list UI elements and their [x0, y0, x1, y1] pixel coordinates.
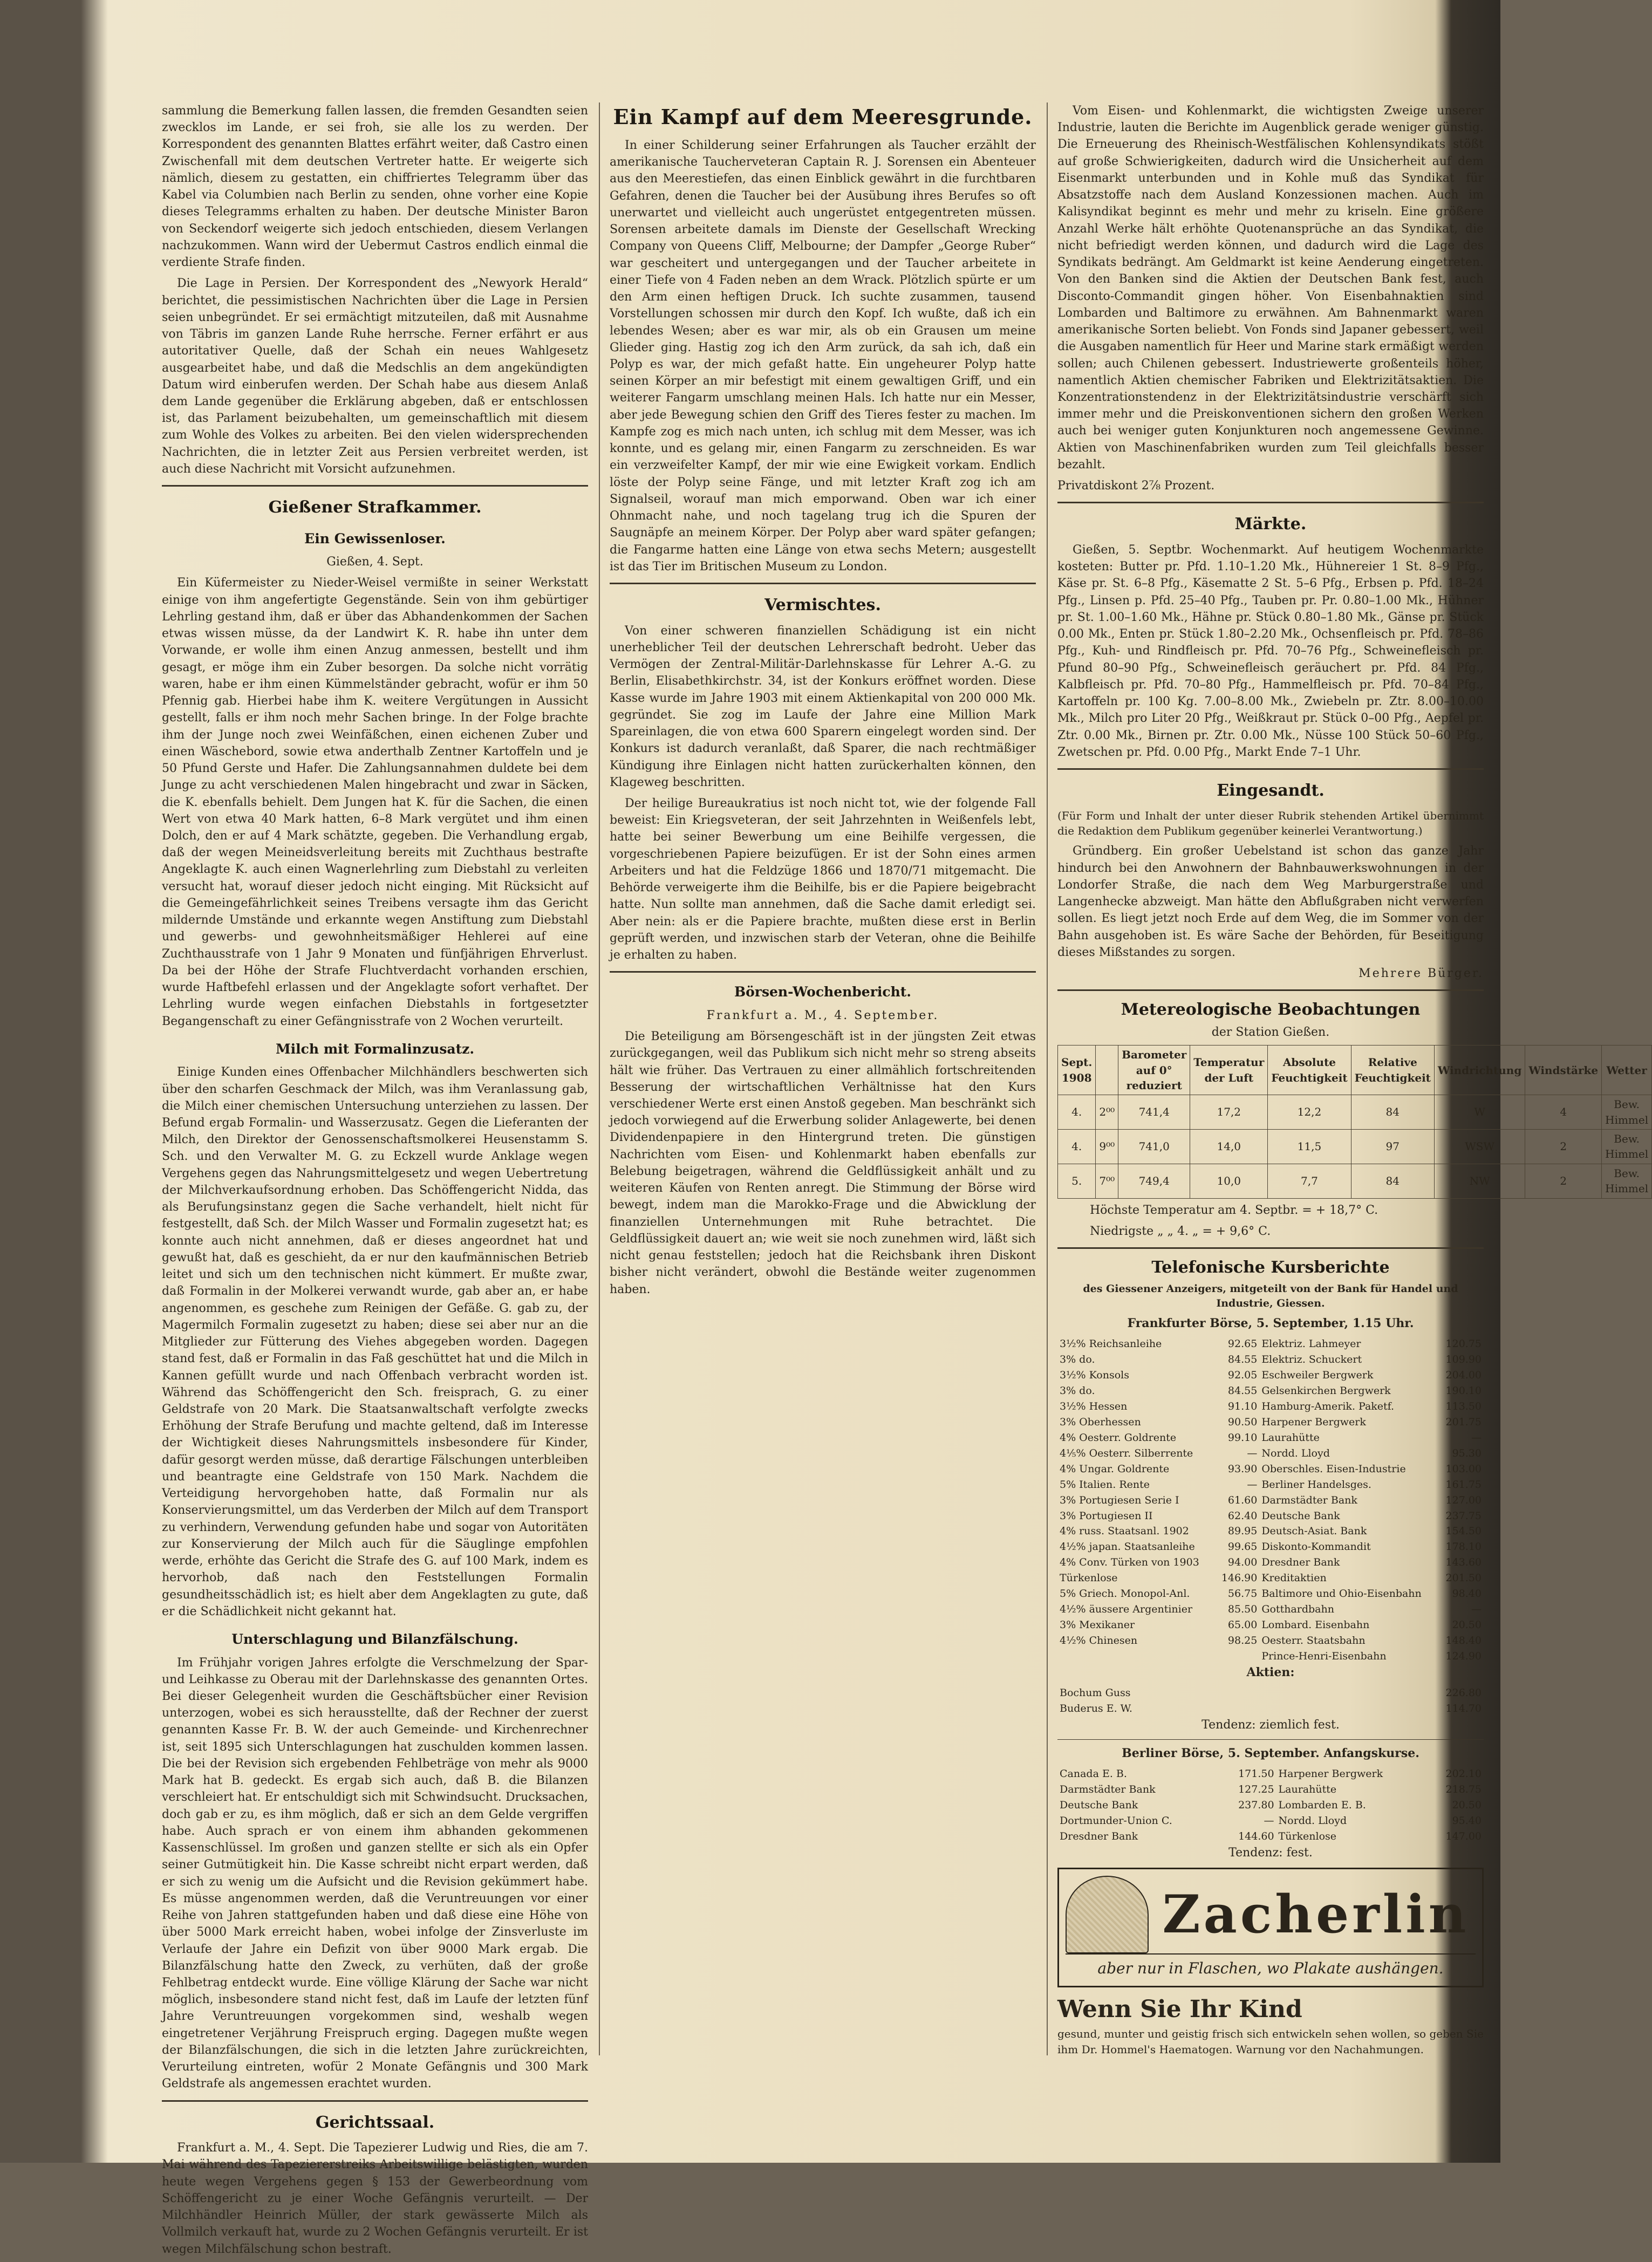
kurs-value: 85.50 — [1227, 1603, 1258, 1616]
meteo-cell: Bew. Himmel — [1602, 1164, 1652, 1198]
milch-heading: Milch mit Formalinzusatz. — [275, 1041, 475, 1057]
kurs-name: Lombard. Eisenbahn — [1261, 1619, 1370, 1631]
kurs-name: Deutsche Bank — [1060, 1799, 1138, 1811]
kurs-value: 65.00 — [1227, 1619, 1258, 1631]
meteo-cell: WSW — [1434, 1130, 1525, 1164]
table-row — [1057, 1461, 1484, 1477]
divider — [1057, 502, 1484, 503]
kurs-name: Eschweiler Bergwerk — [1261, 1369, 1374, 1381]
kurs-name: 5% Griech. Monopol-Anl. — [1060, 1588, 1190, 1600]
kurs-name: Canada E. B. — [1060, 1767, 1127, 1780]
eingesandt-heading: Eingesandt. — [1217, 781, 1325, 801]
divider — [610, 583, 1036, 584]
kurs-value: — — [1247, 1447, 1258, 1459]
meteo-cell: 97 — [1351, 1130, 1434, 1164]
table-row — [1057, 1493, 1484, 1508]
kurs-name: Gelsenkirchen Bergwerk — [1261, 1384, 1391, 1397]
boerse-heading: Börsen-Wochenbericht. — [734, 984, 912, 1000]
kurs-name: 4% Oesterr. Goldrente — [1060, 1431, 1177, 1444]
kurs-value: 84.55 — [1227, 1353, 1258, 1365]
kurs-name: Nordd. Lloyd — [1278, 1814, 1347, 1827]
table-row — [1057, 1368, 1484, 1383]
divider — [1057, 768, 1484, 770]
divider — [1057, 1247, 1484, 1249]
kurs-value: 113.50 — [1445, 1400, 1482, 1412]
gericht-heading: Gerichtssaal. — [315, 2113, 435, 2132]
meteo-cell: 14,0 — [1190, 1130, 1268, 1164]
meteo-cell: 84 — [1351, 1164, 1434, 1198]
meteo-header-cell: Sept. 1908 — [1058, 1045, 1096, 1095]
kurs-name: 3% Mexikaner — [1060, 1619, 1135, 1631]
meteo-subheading: der Station Gießen. — [1211, 1025, 1330, 1039]
persien-article: Die Lage in Persien. Der Korrespondent des „Newyork Herald“ berichtet, die pessimistischen Nachrichten über die Lage in Persien seien unbegründet. Er sei ermächtigt mitzuteilen, daß mit Ausnahme von Täbris im ganzen Lande Ruhe herrsche. Ferner erfährt er aus autoritativer Quelle, daß der Schah ein neues Wahlgesetz ausgearbeitet habe, und daß die Medschlis an dem angekündigten Datum wird einberufen werden. Der Schah habe aus diesem Anlaß dem Lande gegenüber die Erklärung abgeben, daß er entschlossen ist, das Parlament beizubehalten, um gemeinschaftlich mit diesem zum Wohle des Volkes zu arbeiten. Bei den vielen widersprechenden Nachrichten, die in letzter Zeit aus Persien verbreitet werden, ist auch diese Nachricht mit Vorsicht aufzunehmen. — [162, 277, 588, 476]
table-row — [1057, 1383, 1484, 1399]
kurs-value: 127.00 — [1445, 1494, 1482, 1506]
eingesandt-signature: Mehrere Bürger. — [1359, 967, 1484, 981]
eingesandt-note: (Für Form und Inhalt der unter dieser Rubrik stehenden Artikel übernimmt die Redaktion dem Publikum gegenüber keinerlei Verantwortung.) — [1057, 809, 1484, 838]
kurs-name: Elektriz. Lahmeyer — [1261, 1337, 1361, 1350]
kurs-value: 190.10 — [1445, 1384, 1482, 1397]
table-row — [1057, 1798, 1484, 1813]
boerse-dateline: Frankfurt a. M., 4. September. — [706, 1008, 939, 1022]
maerkte-heading: Märkte. — [1234, 515, 1307, 534]
kurs-value: 56.75 — [1227, 1588, 1258, 1600]
kurs-name: 4% Conv. Türken von 1903 — [1060, 1556, 1199, 1569]
kurs-value — [1216, 1649, 1260, 1664]
kurs-name: Kreditaktien — [1261, 1572, 1327, 1584]
meteo-cell: 4. — [1058, 1095, 1096, 1130]
column-rule-1 — [599, 102, 600, 2055]
kurs-name: Diskonto-Kommandit — [1261, 1541, 1371, 1553]
kurs-value: 20.50 — [1452, 1799, 1482, 1811]
column-rule-2 — [1047, 102, 1048, 2055]
kurs-value: 147.00 — [1445, 1830, 1482, 1842]
kurs-value: 95.30 — [1452, 1447, 1482, 1459]
kurs-value: 161.75 — [1445, 1478, 1482, 1491]
kurs-value: — — [1471, 1431, 1482, 1444]
unterschlagung-heading: Unterschlagung und Bilanzfälschung. — [231, 1631, 518, 1648]
kurs-name: Laurahütte — [1261, 1431, 1320, 1444]
kurs-aktien-table — [1057, 1685, 1484, 1717]
kurs-name: 3½% Hessen — [1060, 1400, 1128, 1412]
table-row — [1057, 1446, 1484, 1461]
kurs-value: 62.40 — [1227, 1509, 1258, 1522]
table-row — [1057, 1399, 1484, 1414]
kurs-name: Deutsch-Asiat. Bank — [1261, 1525, 1367, 1537]
dateline: Gießen, 4. Sept. — [326, 555, 424, 569]
vermischtes-item-1: Von einer schweren finanziellen Schädigung ist ein nicht unerheblicher Teil der deutschen Lehrerschaft bedroht. Ueber das Vermögen der Zentral-Militär-Darlehnskasse für Lehrer A.-G. zu Berlin, Elisabethkirchstr. 34, ist der Konkurs eröffnet worden. Diese Kasse wurde im Jahre 1903 mit einem Aktienkapital von 200 000 Mk. gegründet. Sie zog im Laufe der Jahre eine Million Mark Spareinlagen, die von etwa 600 Sparern eingelegt worden sind. Der Konkurs ist dadurch veranlaßt, daß Sparer, die nach rechtmäßiger Kündigung ihre Einlagen nicht hatten zurückerhalten können, den Klageweg beschritten. — [610, 624, 1036, 789]
table-row — [1058, 1130, 1652, 1164]
castro-article: sammlung die Bemerkung fallen lassen, die fremden Gesandten seien zwecklos im Lande, er sei froh, sie alle los zu werden. Der Korrespondent des genannten Blattes erfährt weiter, daß Castro einen Zwischenfall mit dem deutschen Vertreter hatte. Er weigerte sich nämlich, diesem zu gestatten, ein chiffriertes Telegramm über das Kabel via Columbien nach Berlin zu senden, ohne vorher eine Kopie dieses Telegramms erhalten zu haben. Der deutsche Minister Baron von Seckendorf weigerte sich jedoch entschieden, diesem Verlangen nachzukommen. Wann wird der Uebermut Castros endlich einmal die verdiente Strafe finden. — [162, 104, 588, 270]
kurs-name: 4½% äussere Argentinier — [1060, 1603, 1193, 1616]
meteo-header-cell: Windrichtung — [1434, 1045, 1525, 1095]
kurs-name: Dortmunder-Union C. — [1060, 1814, 1172, 1827]
kurs-name: 4% russ. Staatsanl. 1902 — [1060, 1525, 1189, 1537]
kurs-name: Buderus E. W. — [1060, 1703, 1132, 1715]
table-row — [1058, 1164, 1652, 1198]
meteo-cell: 7,7 — [1268, 1164, 1351, 1198]
table-row — [1057, 1685, 1484, 1701]
kurs-name: 4½% Chinesen — [1060, 1635, 1138, 1647]
unterschlagung-article: Im Frühjahr vorigen Jahres erfolgte die Verschmelzung der Spar- und Leihkasse zu Oberau mit der Darlehnskasse des genannten Ortes. Bei dieser Gelegenheit wurden die Geschäftsbücher einer Revision unterzogen, wobei es sich herausstellte, daß der Rechner der zuerst genannten Kasse Fr. B. W. der auch Gemeinde- und Kirchenrechner ist, seit 1895 sich Unterschlagungen hat zuschulden kommen lassen. Die bei der Revision sich ergebenden Fehlbeträge von mehr als 9000 Mark hat B. gedeckt. Es ergab sich auch, daß B. die Bilanzen verschleiert hat. Er entschuldigt sich mit Schwindsucht. Drucksachen, doch gab er zu, es ihm möglich, daß er sich an dem Gelde vergriffen habe. Auch sprach er von einem ihm abhanden gekommenen Kassenschlüssel. Im großen und ganzen stellte er sich als ein Opfer seiner Gutmütigkeit hin. Die Kasse schreibt nicht erpart werden, daß er sich zu wenig um die Aufsicht und die Revision gekümmert habe. Es müsse angenommen werden, daß die Veruntreuungen vor einer Reihe von Jahren stattgefunden haben und daß diese eine Höhe von über 5000 Mark erreicht haben, wobei infolge der Zinsverluste im Verlaufe der Jahre ein Defizit von über 9000 Mark ergab. Die Bilanzfälschung hatte den Zweck, zu verhüten, daß der große Fehlbetrag entdeckt wurde. Eine völlige Klärung der Sache war nicht möglich, insbesondere stand nicht fest, daß im Laufe der letzten fünf Jahre Veruntreuungen vorgekommen sind, weshalb wegen eingetretener Verjährung Freispruch erging. Dagegen mußte wegen der Bilanzfälschungen, die sich in die letzten Jahre zurückreichten, Verurteilung eintreten, wofür 2 Monate Gefängnis und 300 Mark Geldstrafe als angemessen erachtet wurden. — [162, 1656, 588, 2091]
kurs-name: Darmstädter Bank — [1261, 1494, 1357, 1506]
kurs-value: 90.50 — [1227, 1416, 1258, 1428]
kurs-name: Dresdner Bank — [1261, 1556, 1340, 1569]
column-2 — [610, 102, 1036, 1302]
privatdiskont: Privatdiskont 2⅞ Prozent. — [1057, 479, 1215, 493]
kurs-name: Bochum Guss — [1060, 1687, 1131, 1699]
newspaper-page — [92, 70, 1649, 2256]
meteo-header-cell — [1096, 1045, 1118, 1095]
kurs-value: 226.80 — [1445, 1687, 1482, 1699]
kurs-value: 94.00 — [1227, 1556, 1258, 1569]
kurs-name: Laurahütte — [1278, 1783, 1337, 1795]
meteo-cell: W — [1434, 1095, 1525, 1130]
kurs-value: 93.90 — [1227, 1463, 1258, 1475]
meteo-cell: 741,4 — [1118, 1095, 1190, 1130]
divider — [1057, 1739, 1484, 1740]
woman-illustration-icon — [1066, 1876, 1149, 1953]
kurs-value: 89.95 — [1227, 1525, 1258, 1537]
kurs-name: Nordd. Lloyd — [1261, 1447, 1330, 1459]
vermischtes-heading: Vermischtes. — [764, 596, 881, 615]
meteo-cell: 749,4 — [1118, 1164, 1190, 1198]
table-row — [1057, 1570, 1484, 1586]
kurs-value: 204.00 — [1445, 1369, 1482, 1381]
kurs-aktien-heading: Aktien: — [1246, 1665, 1295, 1680]
kurs-name: Prince-Henri-Eisenbahn — [1261, 1650, 1387, 1663]
divider — [1057, 989, 1484, 991]
table-row — [1057, 1829, 1484, 1844]
kurs-value: 92.05 — [1227, 1369, 1258, 1381]
table-row — [1057, 1649, 1484, 1664]
kurs-name — [1057, 1649, 1216, 1664]
kurs-name: 3% Portugiesen II — [1060, 1509, 1153, 1522]
kurs-value: 114.70 — [1445, 1703, 1482, 1715]
kurs-heading: Telefonische Kursberichte — [1151, 1258, 1390, 1277]
kurs-value: 103.00 — [1445, 1463, 1482, 1475]
divider — [610, 971, 1036, 973]
eisen-article: Vom Eisen- und Kohlenmarkt, die wichtigsten Zweige unserer Industrie, lauten die Berichte im Augenblick gerade weniger günstig. Die Erneuerung des Rheinisch-Westfälischen Kohlensyndikats stößt auf große Schwierigkeiten, dadurch wird die Unsicherheit auf dem Eisenmarkt unterbunden und in Kohle muß das Syndikat für Absatzstoffe nach dem Ausland Konzessionen machen. Auch im Kalisyndikat beginnt es mehr und mehr zu kriseln. Eine größere Anzahl Werke hält erhöhte Quotenansprüche an das Syndikat, die nicht befriedigt werden können, und dadurch wird die Lage des Syndikats bedrängt. Am Geldmarkt ist keine Aenderung eingetreten. Von den Banken sind die Aktien der Deutschen Bank fest, auch Disconto-Commandit gingen höher. Von Eisenbahnaktien sind Lombarden und Baltimore zu erwähnen. Am Bahnenmarkt waren amerikanische Sorten beliebt. Von Fonds sind Japaner gebessert, weil die Ausgaben namentlich für Heer und Marine stark ermäßigt werden sollen; auch Chilenen gebessert. Industriewerte großenteils höher, namentlich Aktien chemischer Fabriken und Elektrizitätsaktien. Die Konzentrationstendenz in der Elektrizitätsindustrie verschärft sich immer mehr und die Preiskonventionen sichern den großen Werken auch bei weniger guten Konjunkturen noch angemessene Gewinne. Aktien von Maschinenfabriken wurden zum Teil gleichfalls besser bezahlt. — [1057, 104, 1484, 471]
kurs-berlin-heading: Berliner Börse, 5. September. Anfangskurse. — [1122, 1746, 1419, 1760]
meteo-header-cell: Absolute Feuchtigkeit — [1268, 1045, 1351, 1095]
kurs-value: 237.75 — [1445, 1509, 1482, 1522]
meteo-header-row — [1058, 1045, 1652, 1095]
meteo-cell: 17,2 — [1190, 1095, 1268, 1130]
kurs-value: 202.10 — [1445, 1767, 1482, 1780]
meteo-min: Niedrigste „ „ 4. „ = + 9,6° C. — [1090, 1224, 1271, 1238]
meteo-cell: 10,0 — [1190, 1164, 1268, 1198]
kurs-name: Berliner Handelsges. — [1261, 1478, 1371, 1491]
gericht-article: Frankfurt a. M., 4. Sept. Die Tapezierer Ludwig und Ries, die am 7. Mai während des Tapeziererstreiks Arbeitswillige belästigten, wurden heute wegen Vergehens gegen § 153 der Gewerbeordnung vom Schöffengericht zu je einer Woche Gefängnis verurteilt. — Der Milchhändler Heinrich Müller, der stark gewässerte Milch als Vollmilch verkauft hat, wurde zu 2 Wochen Gefängnis verurteilt. Er ist wegen Milchfälschung schon bestraft. — [162, 2141, 588, 2256]
table-row — [1057, 1523, 1484, 1539]
milch-article: Einige Kunden eines Offenbacher Milchhändlers beschwerten sich über den scharfen Geschmack der Milch, was ihm Veranlassung gab, die Milch einer chemischen Untersuchung unterziehen zu lassen. Der Befund ergab Formalin- und Wasserzusatz. Gegen die Lieferanten der Milch, den Direktor der Genossenschaftsmolkerei Heusenstamm S. Sch. und den Verwalter M. G. zu Eckzell wurde Anklage wegen Vergehens gegen das Nahrungsmittelgesetz und wegen Uebertretung der Milchverkaufsordnung erhoben. Das Schöffengericht Nidda, das als Berufungsinstanz gegen die Sache verhandelt, hielt nicht für festgestellt, daß Sch. der Milch Wasser und Formalin zugesetzt hat; es konnte auch nicht annehmen, daß er dieses angeordnet hat und gewußt hat, daß es geschieht, da er nur den kaufmännischen Betrieb leitet und sich um den technischen nicht kümmert. Er mußte zwar, daß Formalin in der Molkerei verwandt wurde, gab aber an, er habe angenommen, es geschehe zum Reinigen der Gefäße. G. gab zu, der Magermilch Formalin zugesetzt zu haben; diese sei aber nur an die Mitglieder zur Fütterung des Viehes abgegeben worden. Dagegen stand fest, daß er Formalin in das Faß geschüttet hat und die Milch in Kannen gefüllt wurde und nach Offenbach verbracht worden ist. Während das Schöffengericht den Sch. freisprach, G. zu einer Geldstrafe von 20 Mark. Die Staatsanwaltschaft verfolgte zwecks Erhöhung der Strafe Berufung und machte geltend, daß im Interesse der Wichtigkeit dieses Nahrungsmittels insbesondere für Kinder, dafür gesorgt werden müsse, daß derartige Fälschungen unterbleiben und beantragte eine Geldstrafe von 150 Mark. Nachdem die Verteidigung hervorgehoben hatte, daß Formalin nur als Konservierungsmittel, um das Verderben der Milch auf dem Transport zu verhindern, Verwendung gefunden habe und sogar von Autoritäten zur Konservierung der Milch auch für die Säuglinge empfohlen werde, erhöhte das Gericht die Strafe des G. auf 100 Mark, indem es hervorhob, daß nach den Feststellungen Formalin gesundheitsschädlich ist; es hielt aber dem Angeklagten zu gute, daß er die Schädlichkeit nicht gekannt hat. — [162, 1065, 588, 1618]
kurs-value: 201.75 — [1445, 1416, 1482, 1428]
table-row — [1057, 1586, 1484, 1602]
meteo-header-cell: Barometer auf 0° reduziert — [1118, 1045, 1190, 1095]
kurs-value: 109.90 — [1445, 1353, 1482, 1365]
table-row — [1057, 1477, 1484, 1493]
kurs-name: Harpener Bergwerk — [1278, 1767, 1383, 1780]
kurs-name: Dresdner Bank — [1060, 1830, 1138, 1842]
table-row — [1057, 1352, 1484, 1368]
ad-subtitle: aber nur in Flaschen, wo Plakate aushängen. — [1066, 1953, 1476, 1979]
kurs-value: — — [1264, 1814, 1274, 1827]
meteo-header-cell: Windstärke — [1525, 1045, 1602, 1095]
kurs-value: 146.90 — [1221, 1572, 1258, 1584]
divider — [162, 485, 588, 487]
kurs-value: 92.65 — [1227, 1337, 1258, 1350]
kurs-name: 4⅕% Oesterr. Silberrente — [1060, 1447, 1193, 1459]
vermischtes-item-2: Der heilige Bureaukratius ist noch nicht tot, wie der folgende Fall beweist: Ein Kriegsveteran, der seit Jahrzehnten in Weißenfels lebt, hatte bei seiner Bewerbung um eine Beihilfe vergessen, die vorgeschriebenen Papiere beizufügen. Er ist der Sohn eines armen Arbeiters und hat die Feldzüge 1866 und 1870/71 mitgemacht. Die Behörde verweigerte ihm die Beihilfe, bis er die Papiere beigebracht hatte. Nun sollte man annehmen, daß die Sache damit erledigt sei. Aber nein: als er die Papiere brachte, mußten diese erst in Berlin geprüft werden, und inzwischen starb der Veteran, ohne die Beihilfe je erhalten zu haben. — [610, 796, 1036, 962]
kurs-name: Türkenlose — [1060, 1572, 1118, 1584]
kurs-value: 148.40 — [1445, 1635, 1482, 1647]
table-row — [1057, 1813, 1484, 1829]
kurs-ffm-heading: Frankfurter Börse, 5. September, 1.15 Uhr. — [1127, 1316, 1414, 1330]
kurs-name: 3% do. — [1060, 1353, 1095, 1365]
kurs-name: Harpener Bergwerk — [1261, 1416, 1366, 1428]
kurs-value: 95.40 — [1452, 1814, 1482, 1827]
kurs-name: Baltimore und Ohio-Eisenbahn — [1261, 1588, 1422, 1600]
kurs-name: Deutsche Bank — [1261, 1509, 1340, 1522]
meteo-cell: 5. — [1058, 1164, 1096, 1198]
meteo-cell: 84 — [1351, 1095, 1434, 1130]
strafkammer-heading: Gießener Strafkammer. — [268, 498, 482, 517]
haematogen-ad-text: gesund, munter und geistig frisch sich entwickeln sehen wollen, so geben Sie ihm Dr. Hommel's Haematogen. Warnung vor den Nachahmungen. — [1057, 2027, 1484, 2056]
kurs-name: Elektriz. Schuckert — [1261, 1353, 1362, 1365]
kurs-value: 237.80 — [1238, 1799, 1274, 1811]
divider — [162, 2100, 588, 2102]
kurs-value: — — [1471, 1603, 1482, 1616]
meteo-header-cell: Temperatur der Luft — [1190, 1045, 1268, 1095]
meteo-table — [1057, 1045, 1652, 1199]
maerkte-article: Gießen, 5. Septbr. Wochenmarkt. Auf heutigem Wochenmarkte kosteten: Butter pr. Pfd. 1.10–1.20 Mk., Hühnereier 1 St. 8–9 Pfg., Käse pr. St. 6–8 Pfg., Käsematte 2 St. 5–6 Pfg., Erbsen p. Pfd. 18–24 Pfg., Linsen p. Pfd. 25–40 Pfg., Tauben pr. Pr. 0.80–1.00 Mk., Hühner pr. St. 1.00–1.60 Mk., Hähne pr. Stück 0.80–1.80 Mk., Gänse pr. Stück 0.00 Mk., Enten pr. Stück 1.80–2.20 Mk., Ochsenfleisch pr. Pfd. 78–86 Pfg., Kuh- und Rindfleisch pr. Pfd. 70–76 Pfg., Schweinefleisch pr. Pfund 80–90 Pfg., Schweinefleisch geräuchert pr. Pfd. 84 Pfg., Kalbfleisch pr. Pfd. 70–80 Pfg., Hammelfleisch pr. Pfd. 70–84 Pfg., Kartoffeln pr. 100 Kg. 7.00–8.00 Mk., Zwiebeln pr. Ztr. 8.00–10.00 Mk., Milch pro Liter 20 Pfg., Weißkraut pr. Stück 0–00 Pfg., Aepfel pr. Ztr. 0.00 Mk., Birnen pr. Ztr. 0.00 Mk., Nüsse 100 Stück 50–60 Pfg., Zwetschen pr. Pfd. 0.00 Pfg., Markt Ende 7–1 Uhr. — [1057, 543, 1484, 759]
kurs-name: 3½% Reichsanleihe — [1060, 1337, 1162, 1350]
gewissenlos-heading: Ein Gewissenloser. — [304, 530, 446, 546]
kurs-value: 124.90 — [1445, 1650, 1482, 1663]
kurs-value: 99.10 — [1227, 1431, 1258, 1444]
eingesandt-article: Gründberg. Ein großer Uebelstand ist schon das ganze Jahr hindurch bei den Anwohnern der Bahnbauwerkswohnungen in der Londorfer Straße, die nach dem Weg Marburgerstraße und Langenhecke abzweigt. Man hätte den Abflußgraben nicht verwerfen sollen. Es liegt jetzt noch Erde auf dem Weg, die im Sommer von der Bahn ausgehoben ist. Es wäre Sache der Behörden, für Beseitigung dieses Mißstandes zu sorgen. — [1057, 844, 1484, 959]
table-row — [1058, 1095, 1652, 1130]
kurs-value: 120.75 — [1445, 1337, 1482, 1350]
table-row — [1057, 1701, 1484, 1717]
kurs-name: Darmstädter Bank — [1060, 1783, 1156, 1795]
meteo-cell: 4 — [1525, 1095, 1602, 1130]
kurs-name: Oberschles. Eisen-Industrie — [1261, 1463, 1406, 1475]
kurs-name: 5% Italien. Rente — [1060, 1478, 1150, 1491]
meteo-cell: 2⁰⁰ — [1096, 1095, 1118, 1130]
kurs-value: 98.25 — [1227, 1635, 1258, 1647]
column-1 — [162, 102, 588, 2262]
kurs-table — [1057, 1336, 1484, 1664]
table-row — [1057, 1602, 1484, 1617]
haematogen-ad-title: Wenn Sie Ihr Kind — [1057, 1995, 1302, 2023]
kurs-value: 98.40 — [1452, 1588, 1482, 1600]
table-row — [1057, 1430, 1484, 1446]
kurs-value: 178.10 — [1445, 1541, 1482, 1553]
table-row — [1057, 1555, 1484, 1570]
kurs-value: 154.50 — [1445, 1525, 1482, 1537]
ad-title: Zacherlin — [1162, 1883, 1470, 1945]
kurs-value: 201.50 — [1445, 1572, 1482, 1584]
kampf-heading: Ein Kampf auf dem Meeresgrunde. — [613, 105, 1033, 129]
kurs-name: Hamburg-Amerik. Paketf. — [1261, 1400, 1395, 1412]
kurs-name: Gotthardbahn — [1261, 1603, 1334, 1616]
meteo-cell: Bew. Himmel — [1602, 1095, 1652, 1130]
meteo-cell: 2 — [1525, 1164, 1602, 1198]
kurs-name: 3% Portugiesen Serie I — [1060, 1494, 1179, 1506]
kurs-value: 84.55 — [1227, 1384, 1258, 1397]
kurs-value: 61.60 — [1227, 1494, 1258, 1506]
kurs-name: 4½% japan. Staatsanleihe — [1060, 1541, 1195, 1553]
table-row — [1057, 1766, 1484, 1782]
meteo-header-cell: Wetter — [1602, 1045, 1652, 1095]
meteo-header-cell: Relative Feuchtigkeit — [1351, 1045, 1434, 1095]
kurs-subheading: des Giessener Anzeigers, mitgeteilt von der Bank für Handel und Industrie, Giessen. — [1083, 1282, 1458, 1309]
kurs-value: 99.65 — [1227, 1541, 1258, 1553]
kurs-value: 144.60 — [1238, 1830, 1274, 1842]
meteo-cell: NW — [1434, 1164, 1525, 1198]
table-row — [1057, 1782, 1484, 1798]
kurs-tendenz: Tendenz: fest. — [1228, 1846, 1313, 1860]
kurs-name: Oesterr. Staatsbahn — [1261, 1635, 1366, 1647]
table-row — [1057, 1539, 1484, 1555]
kurs-name: Türkenlose — [1278, 1830, 1337, 1842]
table-row — [1057, 1336, 1484, 1352]
meteo-cell: 4. — [1058, 1130, 1096, 1164]
column-3 — [1057, 102, 1649, 2057]
kurs-value: 20.50 — [1452, 1619, 1482, 1631]
meteo-cell: 741,0 — [1118, 1130, 1190, 1164]
kurs-value: 171.50 — [1238, 1767, 1274, 1780]
kurs-name: Lombarden E. B. — [1278, 1799, 1366, 1811]
kurs-name: 4% Ungar. Goldrente — [1060, 1463, 1170, 1475]
gewissenlos-article: Ein Küfermeister zu Nieder-Weisel vermißte in seiner Werkstatt einige von ihm angefertigte Gegenstände. Sein von ihm gebürtiger Lehrling gestand ihm, daß er über das Abhandenkommen der Sachen etwas wissen müsse, da der Landwirt K. R. habe ihn unter dem Vorwande, er wolle ihm einen Anzug anmessen, bestellt und ihm gesagt, er möge ihm ein Zuber besorgen. Da solche nicht vorrätig waren, habe er ihm einen Kümmelständer gebracht, wofür er ihm 50 Pfennig gab. Hierbei habe ihm K. weitere Vergütungen in Aussicht gestellt, falls er ihm noch mehr Sachen bringe. In der Folge brachte ihm der Junge noch zwei Weinfäßchen, einen eichenen Zuber und einen Wäschebord, sowie etwa anderthalb Zentner Kartoffeln und je 50 Pfund Gerste und Hafer. Die Zahlungsannahmen duldete bei dem Junge zu acht verschiedenen Malen hingebracht und zwar in Säcken, die K. ebenfalls behielt. Dem Jungen hat K. für die Sachen, die einen Wert von etwa 40 Mark hatten, 6–8 Mark vergütet und ihm einen Dolch, den er auf 4 Mark schätzte, gegeben. Die Verhandlung ergab, daß der wegen Meineidsverleitung bereits mit Zuchthaus bestrafte Angeklagte K. auch einen Wagnerlehrling zum Diebstahl zu verleiten versucht hat, worauf dieser jedoch nicht einging. Mit Rücksicht auf die Gemeingefährlichkeit seines Treibens versagte ihm das Gericht mildernde Umstände und erkannte wegen Anstiftung zum Diebstahl und gewerbs- und gewohnheitsmäßiger Hehlerei auf eine Zuchthausstrafe von 1 Jahr 9 Monaten und fünfjährigen Ehrverlust. Da bei der Höhe der Strafe Fluchtverdacht vorhanden erschien, wurde Haftbefehl erlassen und der Angeklagte sofort verhaftet. Der Lehrling wurde wegen einfachen Diebstahls in fortgesetzter Begangenschaft zu einer Gefängnisstrafe von 2 Wochen verurteilt. — [162, 576, 588, 1028]
meteo-cell: Bew. Himmel — [1602, 1130, 1652, 1164]
kurs-name: 3% do. — [1060, 1384, 1095, 1397]
zacherlin-ad — [1057, 1868, 1484, 1987]
kurs-value: 218.75 — [1445, 1783, 1482, 1795]
meteo-cell: 7⁰⁰ — [1096, 1164, 1118, 1198]
kurs-berlin-table — [1057, 1766, 1484, 1844]
meteo-cell: 9⁰⁰ — [1096, 1130, 1118, 1164]
table-row — [1057, 1633, 1484, 1649]
kampf-article: In einer Schilderung seiner Erfahrungen als Taucher erzählt der amerikanische Taucherveteran Captain R. J. Sorensen ein Abenteuer aus den Meerestiefen, das einen Einblick gewährt in die furchtbaren Gefahren, denen die Taucher bei der Ausübung ihres Berufes so oft unerwartet und vielleicht auch ungerüstet entgegentreten müssen. Sorensen arbeitete damals im Dienste der Gesellschaft Wrecking Company von Queens Cliff, Melbourne; der Dampfer „George Ruber“ war gescheitert und untergegangen und der Taucher arbeitete in einer Tiefe von 4 Faden neben an dem Wrack. Plötzlich spürte er um den Arm einen heftigen Druck. Ich suchte zusammen, tausend Vorstellungen schossen mir durch den Kopf. Ich wußte, daß ich ein lebendes Wesen; aber es war mir, als ob ein Grausen um meine Glieder ging. Hastig zog ich den Arm zurück, da sah ich, daß ein Polyp es war, der mich gefaßt hatte. Ein ungeheurer Polyp hatte seinen Körper an mir befestigt mit einem gewaltigen Griff, und ein weiterer Fangarm umschlang meinen Hals. Ich hatte nur ein Messer, aber jede Bewegung schien den Griff des Tieres fester zu machen. Im Kampfe zog es mich nach unten, ich schlug mit dem Messer, was ich konnte, und es gelang mir, einen Fangarm zu zerschneiden. Es war ein verzweifelter Kampf, der mir wie eine Ewigkeit vorkam. Endlich löste der Polyp seine Fänge, und mit letzter Kraft zog ich am Signalseil, worauf man mich emporwand. Oben war ich einer Ohnmacht nahe, und noch tagelang trug ich die Spuren der Saugnäpfe an meinem Körper. Der Polyp aber ward später gefangen; die Fangarme hatten eine Länge von etwa sechs Metern; ausgestellt ist das Tier im Britischen Museum zu London. — [610, 138, 1036, 573]
meteo-heading: Metereologische Beobachtungen — [1121, 1000, 1421, 1020]
meteo-max: Höchste Temperatur am 4. Septbr. = + 18,7° C. — [1090, 1203, 1378, 1217]
kurs-name: 3% Oberhessen — [1060, 1416, 1141, 1428]
kurs-value: 127.25 — [1238, 1783, 1274, 1795]
kurs-value: 143.60 — [1445, 1556, 1482, 1569]
kurs-value: — — [1247, 1478, 1258, 1491]
table-row — [1057, 1617, 1484, 1633]
kurs-name: 3½% Konsols — [1060, 1369, 1129, 1381]
meteo-cell: 12,2 — [1268, 1095, 1351, 1130]
table-row — [1057, 1414, 1484, 1430]
meteo-cell: 2 — [1525, 1130, 1602, 1164]
table-row — [1057, 1508, 1484, 1524]
kurs-value: 91.10 — [1227, 1400, 1258, 1412]
meteo-cell: 11,5 — [1268, 1130, 1351, 1164]
kurs-tendenz: Tendenz: ziemlich fest. — [1202, 1718, 1340, 1732]
boerse-article: Die Beteiligung am Börsengeschäft ist in der jüngsten Zeit etwas zurückgegangen, weil das Publikum sich nicht mehr so streng abseits hält wie früher. Das Vertrauen zu einer allmählich fortschreitenden Besserung der wirtschaftlichen Verhältnisse hat den Kurs verschiedener Werte erst einen Anstoß gegeben. Man beschränkt sich jedoch vorwiegend auf die Erwerbung solider Anlagewerte, bei denen Dividendenpapiere in den Hintergrund treten. Die günstigen Nachrichten vom Eisen- und Kohlenmarkt haben ebenfalls zur Belebung beigetragen, während die Geldflüssigkeit anhält und zu weiteren Käufen von Renten anregt. Die Stimmung der Börse wird bewegt, indem man die Marokko-Frage und die Abwicklung der finanziellen Unternehmungen mit Ruhe betrachtet. Die Geldflüssigkeit dauert an; wie weit sie noch zunehmen wird, läßt sich nicht genau feststellen; jedoch hat die Reichsbank ihren Diskont bisher nicht verändert, obwohl die Bestände weiter zugenommen haben. — [610, 1030, 1036, 1296]
